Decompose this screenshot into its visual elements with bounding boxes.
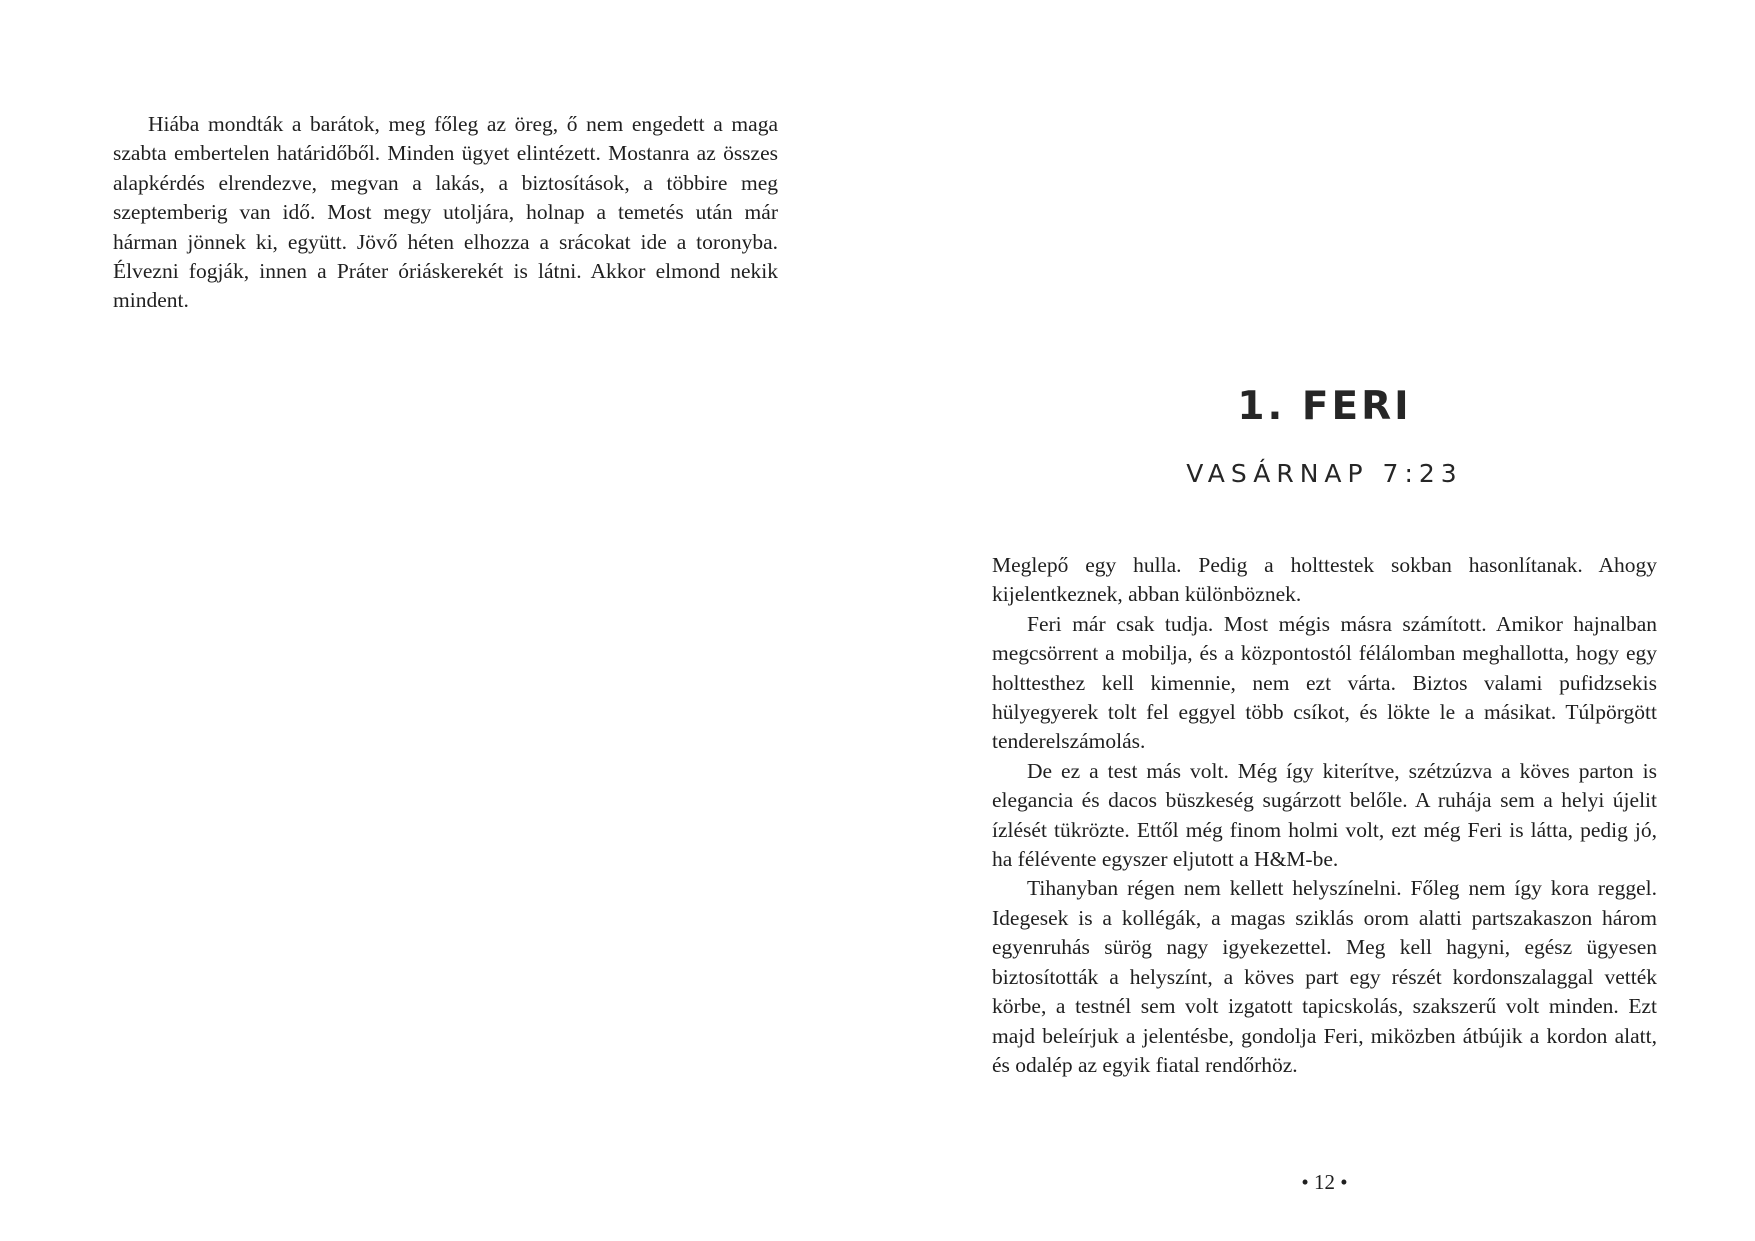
paragraph: Meglepő egy hulla. Pedig a holttestek sokban hasonlítanak. Ahogy kijelentkeznek, abban különböznek. [992,553,1657,607]
paragraph: Tihanyban régen nem kellett helyszínelni. Főleg nem így kora reggel. Idegesek is a kollégák, a magas sziklás orom alatti partszakaszon három egyenruhás sürög nagy igyekezettel. Meg kell hagyni, egész ügyesen biztosították a helyszínt, a köves part egy részét kordonszalaggal vették körbe, a testnél sem volt izgatott tapicskolás, szakszerű volt minden. Ezt majd beleírjuk a jelentésbe, gondolja Feri, miközben átbújik a kordon alatt, és odalép az egyik fiatal rendőrhöz. [992,876,1657,1077]
left-page-text [113,110,778,316]
paragraph: De ez a test más volt. Még így kiterítve, szétzúzva a köves parton is elegancia és dacos büszkeség sugárzott belőle. A ruhája sem a helyi újelit ízlését tükrözte. Ettől még finom holmi volt, ezt még Feri is látta, pedig jó, ha félévente egyszer eljutott a H&M-be. [992,758,1657,872]
page-number: • 12 • [1301,1170,1348,1194]
chapter-subtitle: VASÁRNAP 7:23 [1186,459,1463,488]
paragraph: Hiába mondták a barátok, meg főleg az öreg, ő nem engedett a maga szabta embertelen határidőből. Minden ügyet elintézett. Mostanra az összes alapkérdés elrendezve, megvan a lakás, a biztosítások, a többire meg szeptemberig van idő. Most megy utoljára, holnap a temetés után már hárman jönnek ki, együtt. Jövő héten elhozza a srácokat ide a toronyba. Élvezni fogják, innen a Práter óriáskerekét is látni. Akkor elmond nekik mindent. [113,112,778,313]
right-page [877,0,1755,1241]
chapter-title: 1. FERI [1237,384,1412,429]
right-page-text [992,551,1657,1080]
paragraph: Feri már csak tudja. Most mégis másra számított. Amikor hajnalban megcsörrent a mobilja, és a központostól félálomban meghallotta, hogy egy holttesthez kell kimennie, nem ezt várta. Biztos valami pufidzsekis hülyegyerek tolt fel eggyel több csíkot, és lökte le a másikat. Túlpörgött tenderelszámolás. [992,611,1657,754]
left-page [0,0,877,1241]
